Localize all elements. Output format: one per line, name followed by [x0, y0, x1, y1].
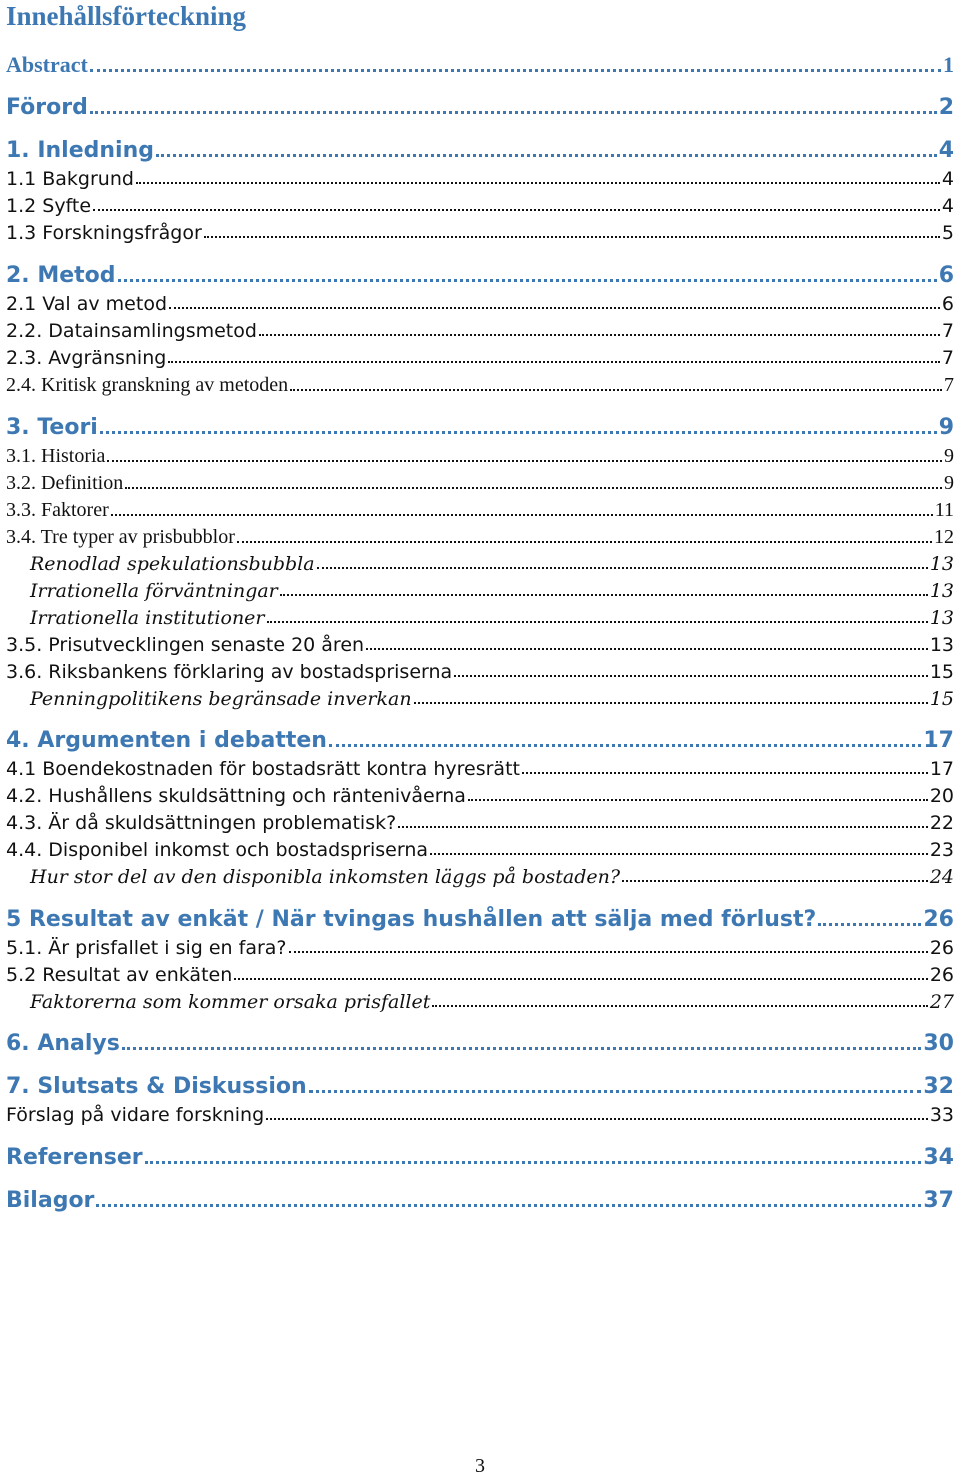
- dot-leader: [107, 460, 942, 462]
- toc-entry-argumenten[interactable]: [6, 728, 954, 753]
- toc-entry-avgransning[interactable]: [6, 347, 954, 369]
- toc-page: 13: [929, 580, 954, 602]
- dot-leader: [118, 279, 937, 282]
- toc-page: 6: [941, 293, 954, 315]
- toc-page: 11: [934, 499, 954, 521]
- toc-page: 23: [929, 839, 954, 861]
- toc-label: 3. Teori: [6, 415, 98, 440]
- toc-page: 27: [929, 991, 954, 1013]
- toc-entry-resultat-enkat[interactable]: [6, 907, 954, 932]
- toc-label: Referenser: [6, 1145, 143, 1170]
- toc-entry-prisutvecklingen[interactable]: [6, 634, 954, 656]
- dot-leader: [317, 567, 928, 569]
- toc-entry-syfte[interactable]: [6, 195, 954, 217]
- dot-leader: [234, 978, 928, 980]
- toc-page: 6: [938, 263, 954, 288]
- toc-label: Hur stor del av den disponibla inkomsten läggs på bostaden?: [30, 866, 621, 888]
- dot-leader: [237, 541, 932, 543]
- toc-label: 1.1 Bakgrund: [6, 168, 134, 190]
- toc-entry-irrationella-forvantningar[interactable]: [6, 580, 954, 602]
- dot-leader: [329, 744, 921, 747]
- dot-leader: [454, 675, 928, 677]
- toc-page: 20: [929, 785, 954, 807]
- toc-label: 1.3 Forskningsfrågor: [6, 222, 202, 244]
- toc-entry-val-av-metod[interactable]: [6, 293, 954, 315]
- toc-entry-faktorer[interactable]: [6, 499, 954, 522]
- toc-label: Bilagor: [6, 1188, 95, 1213]
- toc-page: 9: [938, 415, 954, 440]
- toc-label: Förord: [6, 95, 88, 120]
- toc-entry-resultat-av-enkaten[interactable]: [6, 964, 954, 986]
- dot-leader: [280, 594, 928, 596]
- toc-entry-analys[interactable]: [6, 1031, 954, 1056]
- toc-label: 6. Analys: [6, 1031, 120, 1056]
- dot-leader: [111, 514, 933, 516]
- dot-leader: [267, 621, 928, 623]
- toc-page: 17: [923, 728, 954, 753]
- toc-page: 22: [929, 812, 954, 834]
- dot-leader: [290, 389, 942, 391]
- dot-leader: [432, 1005, 927, 1007]
- toc-label: 5.2 Resultat av enkäten: [6, 964, 233, 986]
- toc-entry-forslag[interactable]: [6, 1104, 954, 1126]
- dot-leader: [145, 1161, 922, 1164]
- toc-page: 4: [938, 138, 954, 163]
- toc-page: 5: [941, 222, 954, 244]
- toc-page: 26: [929, 937, 954, 959]
- dot-leader: [204, 236, 940, 238]
- dot-leader: [90, 69, 941, 72]
- dot-leader: [289, 951, 928, 953]
- dot-leader: [430, 853, 928, 855]
- dot-leader: [136, 182, 940, 184]
- toc-label: 3.4. Tre typer av prisbubblor: [6, 526, 235, 548]
- toc-label: Irrationella förväntningar: [30, 580, 278, 602]
- toc-entry-inledning[interactable]: [6, 138, 954, 163]
- dot-leader: [622, 880, 928, 882]
- toc-entry-historia[interactable]: [6, 445, 954, 468]
- toc-entry-problematisk[interactable]: [6, 812, 954, 834]
- dot-leader: [366, 648, 928, 650]
- toc-label: 3.3. Faktorer: [6, 499, 109, 521]
- toc-label: Abstract: [6, 52, 88, 77]
- toc-label: 2. Metod: [6, 263, 116, 288]
- toc-page: 34: [923, 1145, 954, 1170]
- toc-entry-irrationella-institutioner[interactable]: [6, 607, 954, 629]
- toc-label: 2.2. Datainsamlingsmetod: [6, 320, 257, 342]
- toc-label: 3.6. Riksbankens förklaring av bostadspriserna: [6, 661, 453, 683]
- toc-entry-forskningsfragor[interactable]: [6, 222, 954, 244]
- dot-leader: [125, 487, 942, 489]
- dot-leader: [414, 702, 928, 704]
- toc-entry-abstract[interactable]: [6, 52, 954, 78]
- toc-page: 9: [944, 445, 954, 467]
- page-title: Innehållsförteckning: [6, 1, 247, 31]
- toc-entry-referenser[interactable]: [6, 1145, 954, 1170]
- toc-label: 4.1 Boendekostnaden för bostadsrätt kontra hyresrätt: [6, 758, 520, 780]
- toc-page: 30: [923, 1031, 954, 1056]
- toc-entry-bilagor[interactable]: [6, 1188, 954, 1213]
- toc-entry-hur-stor-del[interactable]: [6, 866, 954, 888]
- dot-leader: [522, 772, 928, 774]
- toc-label: 1.2 Syfte: [6, 195, 92, 217]
- dot-leader: [168, 361, 940, 363]
- toc-label: 5.1. Är prisfallet i sig en fara?: [6, 937, 287, 959]
- toc-page: 13: [929, 553, 954, 575]
- toc-label: Renodlad spekulationsbubbla: [30, 553, 315, 575]
- toc-entry-datainsamlingsmetod[interactable]: [6, 320, 954, 342]
- toc-label: 2.4. Kritisk granskning av metoden: [6, 374, 289, 396]
- toc-label: Penningpolitikens begränsade inverkan: [30, 688, 412, 710]
- toc-page: 15: [929, 688, 954, 710]
- toc-entry-kritisk-granskning[interactable]: [6, 374, 954, 397]
- toc-label: 2.1 Val av metod: [6, 293, 167, 315]
- toc-page: 4: [941, 168, 954, 190]
- toc-entry-bakgrund[interactable]: [6, 168, 954, 190]
- dot-leader: [90, 111, 937, 114]
- toc-label: 2.3. Avgränsning: [6, 347, 167, 369]
- toc-entry-teori[interactable]: [6, 415, 954, 440]
- toc-entry-riksbankens[interactable]: [6, 661, 954, 683]
- toc-entry-renodlad[interactable]: [6, 553, 954, 575]
- toc-label: 4.4. Disponibel inkomst och bostadspriserna: [6, 839, 429, 861]
- toc-label: Irrationella institutioner: [30, 607, 265, 629]
- toc-page: 13: [929, 634, 954, 656]
- toc-entry-penningpolitikens[interactable]: [6, 688, 954, 710]
- toc-page: 7: [941, 320, 954, 342]
- toc-page: 17: [929, 758, 954, 780]
- dot-leader: [169, 307, 940, 309]
- toc-page: 4: [941, 195, 954, 217]
- toc-entry-forord[interactable]: [6, 95, 954, 120]
- toc-page: 24: [929, 866, 954, 888]
- toc-entry-boendekostnaden[interactable]: [6, 758, 954, 780]
- toc-label: Förslag på vidare forskning: [6, 1104, 265, 1126]
- toc-entry-faktorerna[interactable]: [6, 991, 954, 1013]
- dot-leader: [93, 209, 940, 211]
- toc-label: 4.3. Är då skuldsättningen problematisk?: [6, 812, 397, 834]
- toc-label: Faktorerna som kommer orsaka prisfallet: [30, 991, 431, 1013]
- toc-entry-tre-typer[interactable]: [6, 526, 954, 549]
- toc-label: 3.2. Definition: [6, 472, 124, 494]
- dot-leader: [156, 154, 937, 157]
- toc-page: 9: [944, 472, 954, 494]
- dot-leader: [100, 431, 937, 434]
- dot-leader: [122, 1047, 922, 1050]
- toc-page: 26: [923, 907, 954, 932]
- toc-label: 7. Slutsats & Diskussion: [6, 1074, 307, 1099]
- toc-page: 26: [929, 964, 954, 986]
- toc-page: 12: [934, 526, 954, 548]
- dot-leader: [468, 799, 928, 801]
- toc-page: 7: [944, 374, 954, 396]
- toc-page: 33: [929, 1104, 954, 1126]
- dot-leader: [266, 1118, 928, 1120]
- dot-leader: [398, 826, 928, 828]
- toc-page: 2: [938, 95, 954, 120]
- toc-page: 1: [943, 52, 954, 77]
- toc-label: 4.2. Hushållens skuldsättning och räntenivåerna: [6, 785, 466, 807]
- dot-leader: [96, 1204, 921, 1207]
- toc-page: 32: [923, 1074, 954, 1099]
- toc-entry-skuldsattning[interactable]: [6, 785, 954, 807]
- toc-page: 13: [929, 607, 954, 629]
- toc-label: 3.5. Prisutvecklingen senaste 20 åren: [6, 634, 365, 656]
- dot-leader: [818, 923, 921, 926]
- toc-entry-metod[interactable]: [6, 263, 954, 288]
- toc-page: 37: [923, 1188, 954, 1213]
- toc-entry-disponibel-inkomst[interactable]: [6, 839, 954, 861]
- toc-page: 7: [941, 347, 954, 369]
- page-number: 3: [475, 1455, 485, 1477]
- toc-entry-prisfallet[interactable]: [6, 937, 954, 959]
- toc-label: 4. Argumenten i debatten: [6, 728, 327, 753]
- dot-leader: [259, 334, 940, 336]
- toc-entry-slutsats[interactable]: [6, 1074, 954, 1099]
- toc-label: 1. Inledning: [6, 138, 154, 163]
- toc-entry-definition[interactable]: [6, 472, 954, 495]
- toc-label: 3.1. Historia: [6, 445, 106, 467]
- toc-label: 5 Resultat av enkät / När tvingas hushållen att sälja med förlust?: [6, 907, 817, 932]
- dot-leader: [309, 1090, 922, 1093]
- toc-page: 15: [929, 661, 954, 683]
